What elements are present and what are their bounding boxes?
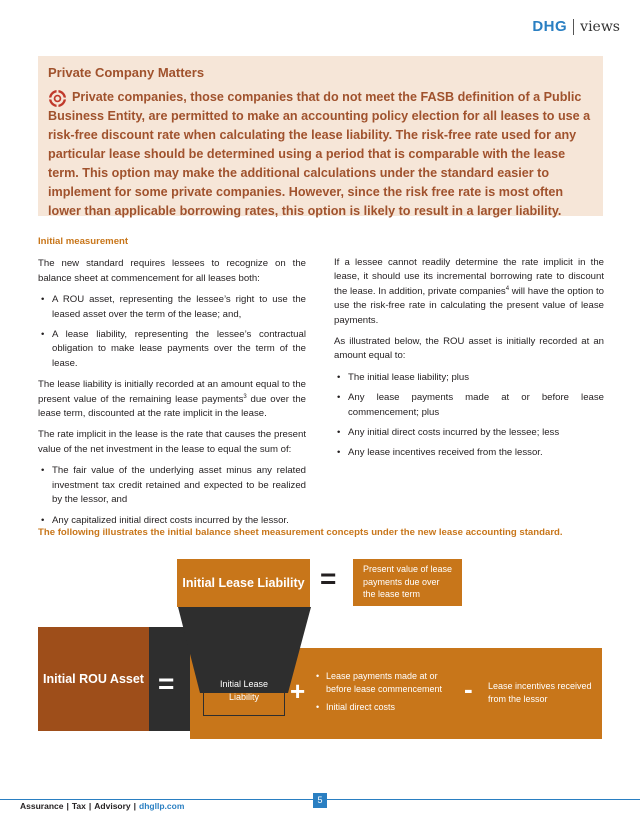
paragraph xyxy=(334,256,604,328)
list-item: • Any lease incentives received from the lessor. xyxy=(334,446,604,460)
paragraph: The new standard requires lessees to recognize on the balance sheet at commencement for all leases both: xyxy=(38,258,306,284)
list-item: • A ROU asset, representing the lessee’s right to use the leased asset over the term of the lease; and, xyxy=(38,293,306,322)
list-item: • Any initial direct costs incurred by the lessee; less xyxy=(334,426,604,440)
initial-rou-asset-box: Initial ROU Asset xyxy=(38,627,149,731)
list-item: • Initial direct costs xyxy=(316,701,456,714)
footer-website-link[interactable]: dhgllp.com xyxy=(139,801,185,811)
measurement-diagram xyxy=(0,550,640,750)
bullet-list xyxy=(334,371,604,461)
list-item: • Any capitalized initial direct costs incurred by the lessor. xyxy=(38,514,306,528)
footer-tax: Tax xyxy=(71,801,86,811)
lease-items-list xyxy=(316,670,456,720)
paragraph: The rate implicit in the lease is the rate that causes the present value of the net investment in the lease to equal the sum of: xyxy=(38,429,306,455)
text-span: will have the option to use the risk-free rate in calculating the present value of lease payments. xyxy=(334,285,605,326)
section-heading: Initial measurement xyxy=(38,236,129,247)
initial-lease-liability-box: Initial Lease Liability xyxy=(177,559,310,607)
callout-title: Private Company Matters xyxy=(48,65,205,80)
footer-separator: | xyxy=(66,801,69,811)
list-item: • Any lease payments made at or before lease commencement; plus xyxy=(334,391,604,420)
right-column xyxy=(334,256,604,468)
dhg-logo: DHG xyxy=(532,18,568,35)
footer xyxy=(20,801,184,811)
bullet-list xyxy=(38,464,306,528)
private-company-callout xyxy=(38,56,603,216)
minus-sign: - xyxy=(464,674,473,704)
lifebuoy-icon xyxy=(48,89,67,108)
text-span: If a lessee cannot readily determine the rate implicit in the lease, it should use its incremental borrowing rate to discount the lease. In addition, private companies xyxy=(334,257,604,297)
footer-advisory: Advisory xyxy=(94,801,131,811)
list-item: • A lease liability, representing the lessee’s contractual obligation to make lease payments over the term of the lease. xyxy=(38,328,306,371)
footer-assurance: Assurance xyxy=(20,801,64,811)
text-span: due over the lease term, discounted at the rate implicit in the lease. xyxy=(38,393,306,420)
list-item: • Lease payments made at or before lease commencement xyxy=(316,670,456,695)
left-column xyxy=(38,235,306,535)
lease-incentives-text: Lease incentives received from the lessor xyxy=(488,681,592,704)
brand-divider xyxy=(573,19,574,35)
plus-sign: + xyxy=(290,676,306,706)
paragraph: As illustrated below, the ROU asset is initially recorded at an amount equal to: xyxy=(334,336,604,362)
page-number: 5 xyxy=(313,793,327,808)
footer-separator: | xyxy=(133,801,137,811)
list-item: • The fair value of the underlying asset minus any related investment tax credit retained and expected to be realized by the lessor, and xyxy=(38,464,306,507)
bullet-list xyxy=(38,293,306,371)
equals-sign: = xyxy=(320,563,337,594)
footnote-ref[interactable]: 4 xyxy=(505,285,510,292)
brand-header xyxy=(532,18,620,35)
present-value-box: Present value of lease payments due over the lease term xyxy=(353,559,462,606)
callout-body-wrap xyxy=(48,88,593,221)
text-span: The lease liability is initially recorded at an amount equal to the present value of the remaining lease payments xyxy=(38,379,306,405)
footnote-ref[interactable]: 3 xyxy=(243,393,247,400)
views-label: views xyxy=(580,18,620,35)
list-item: • The initial lease liability; plus xyxy=(334,371,604,385)
initial-lease-liability-inner-box: Initial Lease Liability xyxy=(203,665,285,716)
callout-body: Private companies, those companies that do not meet the FASB definition of a Public Business Entity, are permitted to make an accounting policy election for all leases to use a risk-free discount rate when calculating the lease liability. The risk-free rate used for any particular lease should be determined using a period that is comparable with the lease term. This option may make the additional calculations under the standard easier to implement for some private companies. However, since the risk free rate is most often lower than applicable borrowing rates, this option is likely to result in a larger liability. xyxy=(48,90,591,218)
footer-separator: | xyxy=(88,801,92,811)
equals-sign: = xyxy=(158,668,175,699)
paragraph xyxy=(38,378,306,421)
illustration-caption: The following illustrates the initial balance sheet measurement concepts under the new lease accounting standard. xyxy=(38,527,563,538)
